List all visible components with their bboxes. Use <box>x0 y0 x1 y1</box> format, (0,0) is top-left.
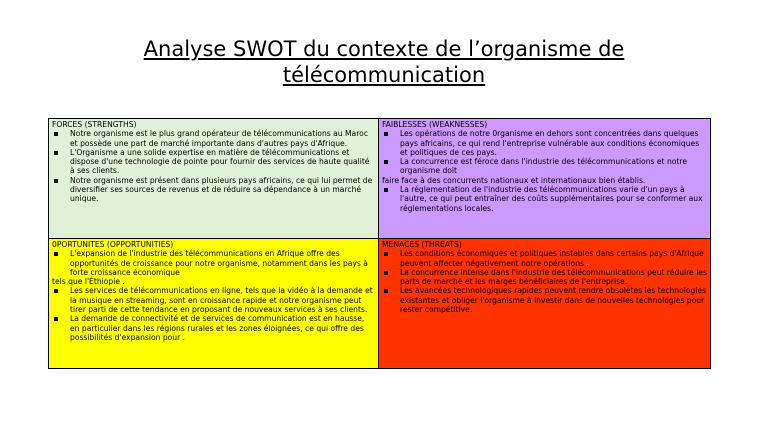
list-item: Notre organisme est présent dans plusieurs pays africains, ce qui lui permet de diversifier ses sources de revenus et de réduire sa dépendance à un marché unique. <box>52 176 375 204</box>
list-item: La concurrence intense dans l'industrie des télécommunications peut réduire les parts de marché et les marges bénéficiaires de l'entreprise. <box>382 268 707 287</box>
list-item: L'expansion de l'industrie des télécommunications en Afrique offre des opportunités de croissance pour notre organisme, notamment dans les pays à forte croissance économique <box>52 249 375 277</box>
faiblesses-list <box>382 129 707 213</box>
menaces-heading: MENACES (THREATS) <box>382 240 462 249</box>
bullet-icon <box>384 252 388 256</box>
list-item: La réglementation de l'industrie des télécommunications varie d'un pays à l'autre, ce qui peut entraîner des coûts supplémentaires pour se conformer aux réglementations locales. <box>382 185 707 213</box>
list-item: La demande de connectivité et de services de communication est en hausse, en particulier dans les régions rurales et les zones éloignées, ce qui offre des possibilités d'expansion pour . <box>52 314 375 342</box>
menaces-cell <box>379 239 710 368</box>
list-item: La concurrence est féroce dans l'industrie des télécommunications et notre organisme doit <box>382 157 707 176</box>
bullet-icon <box>54 179 58 183</box>
list-item: Les opérations de notre 0rganisme en dehors sont concentrées dans quelques pays africains, ce qui rend l'entreprise vulnérable aux conditions économiques et politiques de ces pays. <box>382 129 707 157</box>
swot-table <box>48 118 711 369</box>
bullet-icon <box>54 317 58 321</box>
page-title <box>0 36 768 88</box>
menaces-list <box>382 249 707 314</box>
opportunites-heading: 0PORTUNITES (OPPORTUNITIES) <box>52 240 174 249</box>
list-item: Les services de télécommunications en ligne, tels que la vidéo à la demande et la musique en streaming, sont en croissance rapide et notre organisme peut tirer parti de cette tendance en proposant de nouveaux services à ses clients. <box>52 286 375 314</box>
bullet-icon <box>384 132 388 136</box>
forces-list <box>52 129 375 203</box>
faiblesses-heading: FAIBLESSES (WEAKNESSES) <box>382 120 488 129</box>
list-item: Notre organisme est le plus grand opérateur de télécommunications au Maroc et possède une part de marché importante dans d'autres pays d'Afrique. <box>52 129 375 148</box>
list-text: tels que l'Éthiopie . <box>52 277 125 287</box>
forces-heading: FORCES (STRENGTHS) <box>52 120 137 129</box>
list-text: faire face à des concurrents nationaux et internationaux bien établis. <box>382 175 646 185</box>
bullet-icon <box>384 160 388 164</box>
forces-cell <box>49 119 379 239</box>
list-item: L'Organisme a une solide expertise en matière de télécommunications et dispose d'une technologie de pointe pour fournir des services de haute qualité à ses clients. <box>52 148 375 176</box>
bullet-icon <box>384 188 388 192</box>
bullet-icon <box>384 289 388 293</box>
bullet-icon <box>54 151 58 155</box>
title-line-2: télécommunication <box>282 63 486 87</box>
bullet-icon <box>384 271 388 275</box>
bullet-icon <box>54 132 58 136</box>
title-line-1: Analyse SWOT du contexte de l’organisme de <box>143 37 625 61</box>
opportunites-cell <box>49 239 379 368</box>
bullet-icon <box>54 252 58 256</box>
list-item: Les avancées technologiques rapides peuvent rendre obsolètes les technologies existantes et obliger l'organisme à investir dans de nouvelles technologies pour rester compétitive. <box>382 286 707 314</box>
faiblesses-cell <box>379 119 710 239</box>
list-item: Les conditions économiques et politiques instables dans certains pays d'Afrique peuvent affecter négativement notre opérations . <box>382 249 707 268</box>
opportunites-list <box>52 249 375 342</box>
bullet-icon <box>54 289 58 293</box>
